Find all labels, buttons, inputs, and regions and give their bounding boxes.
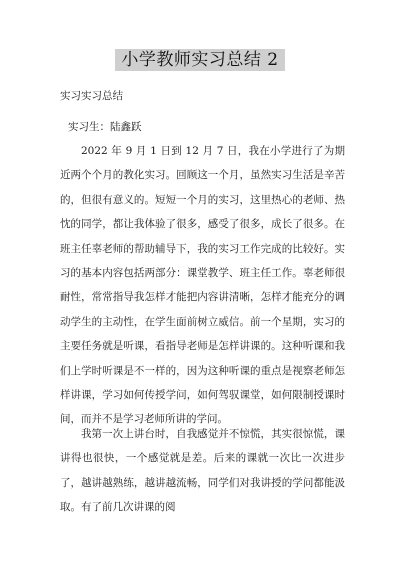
author-line: 实习生：陆鑫跃	[68, 121, 142, 133]
document-subtitle: 实习实习总结	[60, 90, 123, 102]
body-paragraph: 我第一次上讲台时，自我感觉并不惊慌，其实很惊慌，课讲得也很快，一个感觉就是差。后来的课就一次比一次进步了，越讲越熟练，越讲越流畅，同学们对我讲授的学问都能汲取。有了前几次讲课的阅	[60, 428, 345, 514]
title-container	[0, 49, 400, 71]
page-title: 小学教师实习总结 2	[115, 49, 284, 71]
body-paragraph: 2022 年 9 月 1 日到 12 月 7 日，我在小学进行了为期近两个个月的教化实习。回顾这一个月，虽然实习生活是辛苦的，但很有意义的。短短一个月的实习，这里热心的老师、热忱的同学，都让我体验了很多，感受了很多，成长了很多。在班主任辜老师的帮助辅导下，我的实习工作完成的比较好。实习的基本内容包括两部分：课堂教学、班主任工作。辜老师很耐性，常常指导我怎样才能把内容讲清晰，怎样才能充分的调动学生的主动性，在学生面前树立威信。前一个星期，实习的主要任务就是听课，看指导老师是怎样讲课的。这种听课和我们上学时听课是不一样的，因为这种听课的重点是视察老师怎样讲课，学习如何传授学问，如何驾驭课堂，如何限制授课时间，而并不是学习老师所讲的学问。	[60, 145, 345, 426]
